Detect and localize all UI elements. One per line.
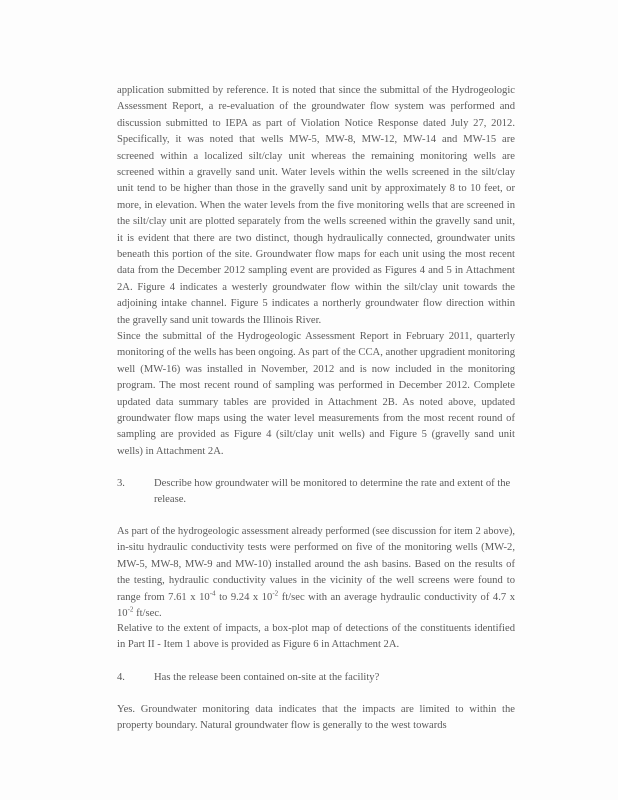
paragraph-extent-of-impacts: Relative to the extent of impacts, a box-plot map of detections of the constituents identified in Part II - Item 1 above is provided as Figure 6 in Attachment 2A. — [117, 623, 515, 651]
paragraph-hydraulic-conductivity — [117, 524, 515, 622]
conductivity-text-part: to 9.24 x 10 — [215, 591, 273, 603]
paragraph-containment-answer: Yes. Groundwater monitoring data indicates that the impacts are limited to within the property boundary. Natural groundwater flow is generally to the west towards — [117, 704, 515, 732]
exponent: -4 — [209, 589, 216, 598]
conductivity-text-part: As part of the hydrogeologic assessment already performed (see discussion for item 2 above), in-situ hydraulic conductivity tests were performed on five of the monitoring wells (MW-2, MW-5, MW-8, MW-9 and MW-10) installed around the ash basins. Based on the results of the testing, hydraulic conductivity values in the vicinity of the well screens were found to range from 7.61 x 10 — [117, 526, 515, 603]
question-text: Has the release been contained on-site at the facility? — [154, 672, 380, 683]
question-number: 3. — [117, 478, 125, 489]
question-text: Describe how groundwater will be monitored to determine the rate and extent of the release. — [154, 478, 511, 506]
conductivity-text-part: ft/sec. — [133, 608, 162, 620]
conductivity-text-part: ft/sec with an average hydraulic conductivity of 4.7 x 10 — [117, 591, 515, 620]
paragraph-flow-system: application submitted by reference. It is noted that since the submittal of the Hydrogeologic Assessment Report, a re-evaluation of the groundwater flow system was performed and discussion submitted to IEPA as part of Violation Notice Response dated July 27, 2012. Specifically, it was noted that wells MW-5, MW-8, MW-12, MW-14 and MW-15 are screened within a localized silt/clay unit whereas the remaining monitoring wells are screened within a gravelly sand unit. Water levels within the wells screened in the silt/clay unit tend to be higher than those in the gravelly sand unit by approximately 8 to 10 feet, or more, in elevation. When the water levels from the five monitoring wells that are screened in the silt/clay unit are plotted separately from the wells screened within the gravelly sand unit, it is evident that there are two distinct, though hydraulically connected, groundwater units beneath this portion of the site. Groundwater flow maps for each unit using the most recent data from the December 2012 sampling event are provided as Figures 4 and 5 in Attachment 2A. Figure 4 indicates a westerly groundwater flow within the silt/clay unit towards the adjoining intake channel. Figure 5 indicates a northerly groundwater flow direction within the gravelly sand unit towards the Illinois River. — [117, 85, 515, 326]
exponent: -2 — [127, 605, 134, 614]
paragraph-monitoring-history: Since the submittal of the Hydrogeologic Assessment Report in February 2011, quarterly monitoring of the wells has been ongoing. As part of the CCA, another upgradient monitoring well (MW-16) was installed in November, 2012 and is now included in the monitoring program. The most recent round of sampling was performed in December 2012. Complete updated data summary tables are provided in Attachment 2B. As noted above, updated groundwater flow maps using the water level measurements from the most recent round of sampling are provided as Figure 4 (silt/clay unit wells) and Figure 5 (gravelly sand unit wells) in Attachment 2A. — [117, 331, 515, 457]
question-number: 4. — [117, 672, 125, 683]
exponent: -2 — [272, 589, 279, 598]
